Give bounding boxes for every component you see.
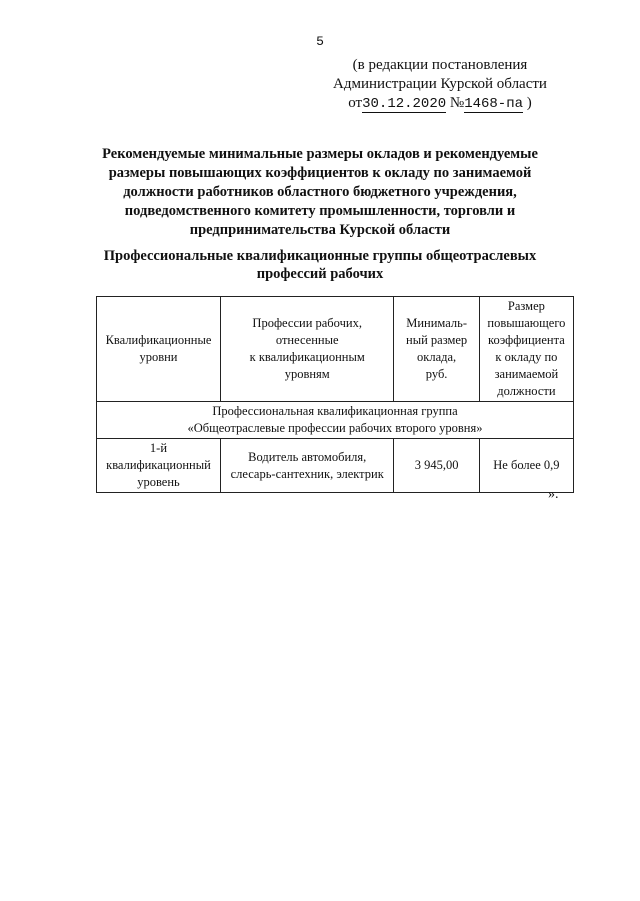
redaction-line-2: Администрации Курской области xyxy=(333,76,547,92)
level-text: уровень xyxy=(137,475,180,489)
table-group-row xyxy=(97,402,574,439)
header-professions xyxy=(220,297,393,402)
header-text: уровни xyxy=(139,350,178,364)
table-row xyxy=(97,439,574,493)
redaction-date: 30.12.2020 xyxy=(362,96,447,112)
header-text: Квалификационные xyxy=(105,333,212,347)
group-line-1: Профессиональная квалификационная группа xyxy=(212,404,458,418)
header-text: отнесенные xyxy=(275,333,339,347)
redaction-note xyxy=(300,56,580,114)
header-text: коэффициента xyxy=(488,333,565,347)
level-text: квалификационный xyxy=(106,458,211,472)
document-title xyxy=(80,145,560,240)
section-line-1: Профессиональные квалификационные группы общеотраслевых xyxy=(103,248,537,264)
table-header-row xyxy=(97,297,574,402)
page-number: 5 xyxy=(316,34,324,49)
title-line-5: предпринимательства Курской области xyxy=(189,222,451,238)
header-text: повышающего xyxy=(487,316,566,330)
redaction-close-paren: ) xyxy=(526,95,532,111)
cell-coefficient: Не более 0,9 xyxy=(479,439,573,493)
header-text: должности xyxy=(497,384,556,398)
redaction-line-3 xyxy=(300,94,580,114)
profession-text: Водитель автомобиля, xyxy=(248,449,367,464)
header-text: Размер xyxy=(507,299,545,313)
header-min-salary xyxy=(394,297,479,402)
profession-text: слесарь-сантехник, электрик xyxy=(230,466,384,481)
header-text: к квалификационным xyxy=(249,350,365,364)
header-text: ный размер xyxy=(406,333,468,347)
section-line-2: профессий рабочих xyxy=(256,266,384,282)
title-line-3: должности работников областного бюджетного учреждения, xyxy=(123,184,517,200)
header-text: к окладу по xyxy=(495,350,558,364)
header-text: руб. xyxy=(425,367,448,381)
group-line-2: «Общеотраслевые профессии рабочих второго уровня» xyxy=(187,421,483,435)
closing-quote: ». xyxy=(548,487,559,502)
level-text: 1-й xyxy=(149,441,168,455)
header-text: занимаемой xyxy=(494,367,559,381)
cell-professions xyxy=(220,439,393,493)
header-text: Минималь- xyxy=(406,316,467,330)
header-text: Профессии рабочих, xyxy=(252,316,362,330)
header-qualification-levels xyxy=(97,297,221,402)
redaction-number: 1468-па xyxy=(464,96,523,112)
salary-table xyxy=(96,296,574,493)
title-line-2: размеры повышающих коэффициентов к окладу по занимаемой xyxy=(108,165,532,181)
header-text: уровням xyxy=(284,367,330,381)
redaction-line-1: (в редакции постановления xyxy=(352,57,528,73)
title-line-4: подведомственного комитету промышленности, торговли и xyxy=(124,203,516,219)
group-cell xyxy=(97,402,574,439)
cell-level xyxy=(97,439,221,493)
section-title xyxy=(80,247,560,283)
header-text: оклада, xyxy=(417,350,457,364)
header-coefficient xyxy=(479,297,573,402)
redaction-from-prefix: от xyxy=(348,95,363,111)
cell-salary: 3 945,00 xyxy=(394,439,479,493)
redaction-number-prefix: № xyxy=(449,95,465,111)
title-line-1: Рекомендуемые минимальные размеры окладов и рекомендуемые xyxy=(102,146,538,162)
